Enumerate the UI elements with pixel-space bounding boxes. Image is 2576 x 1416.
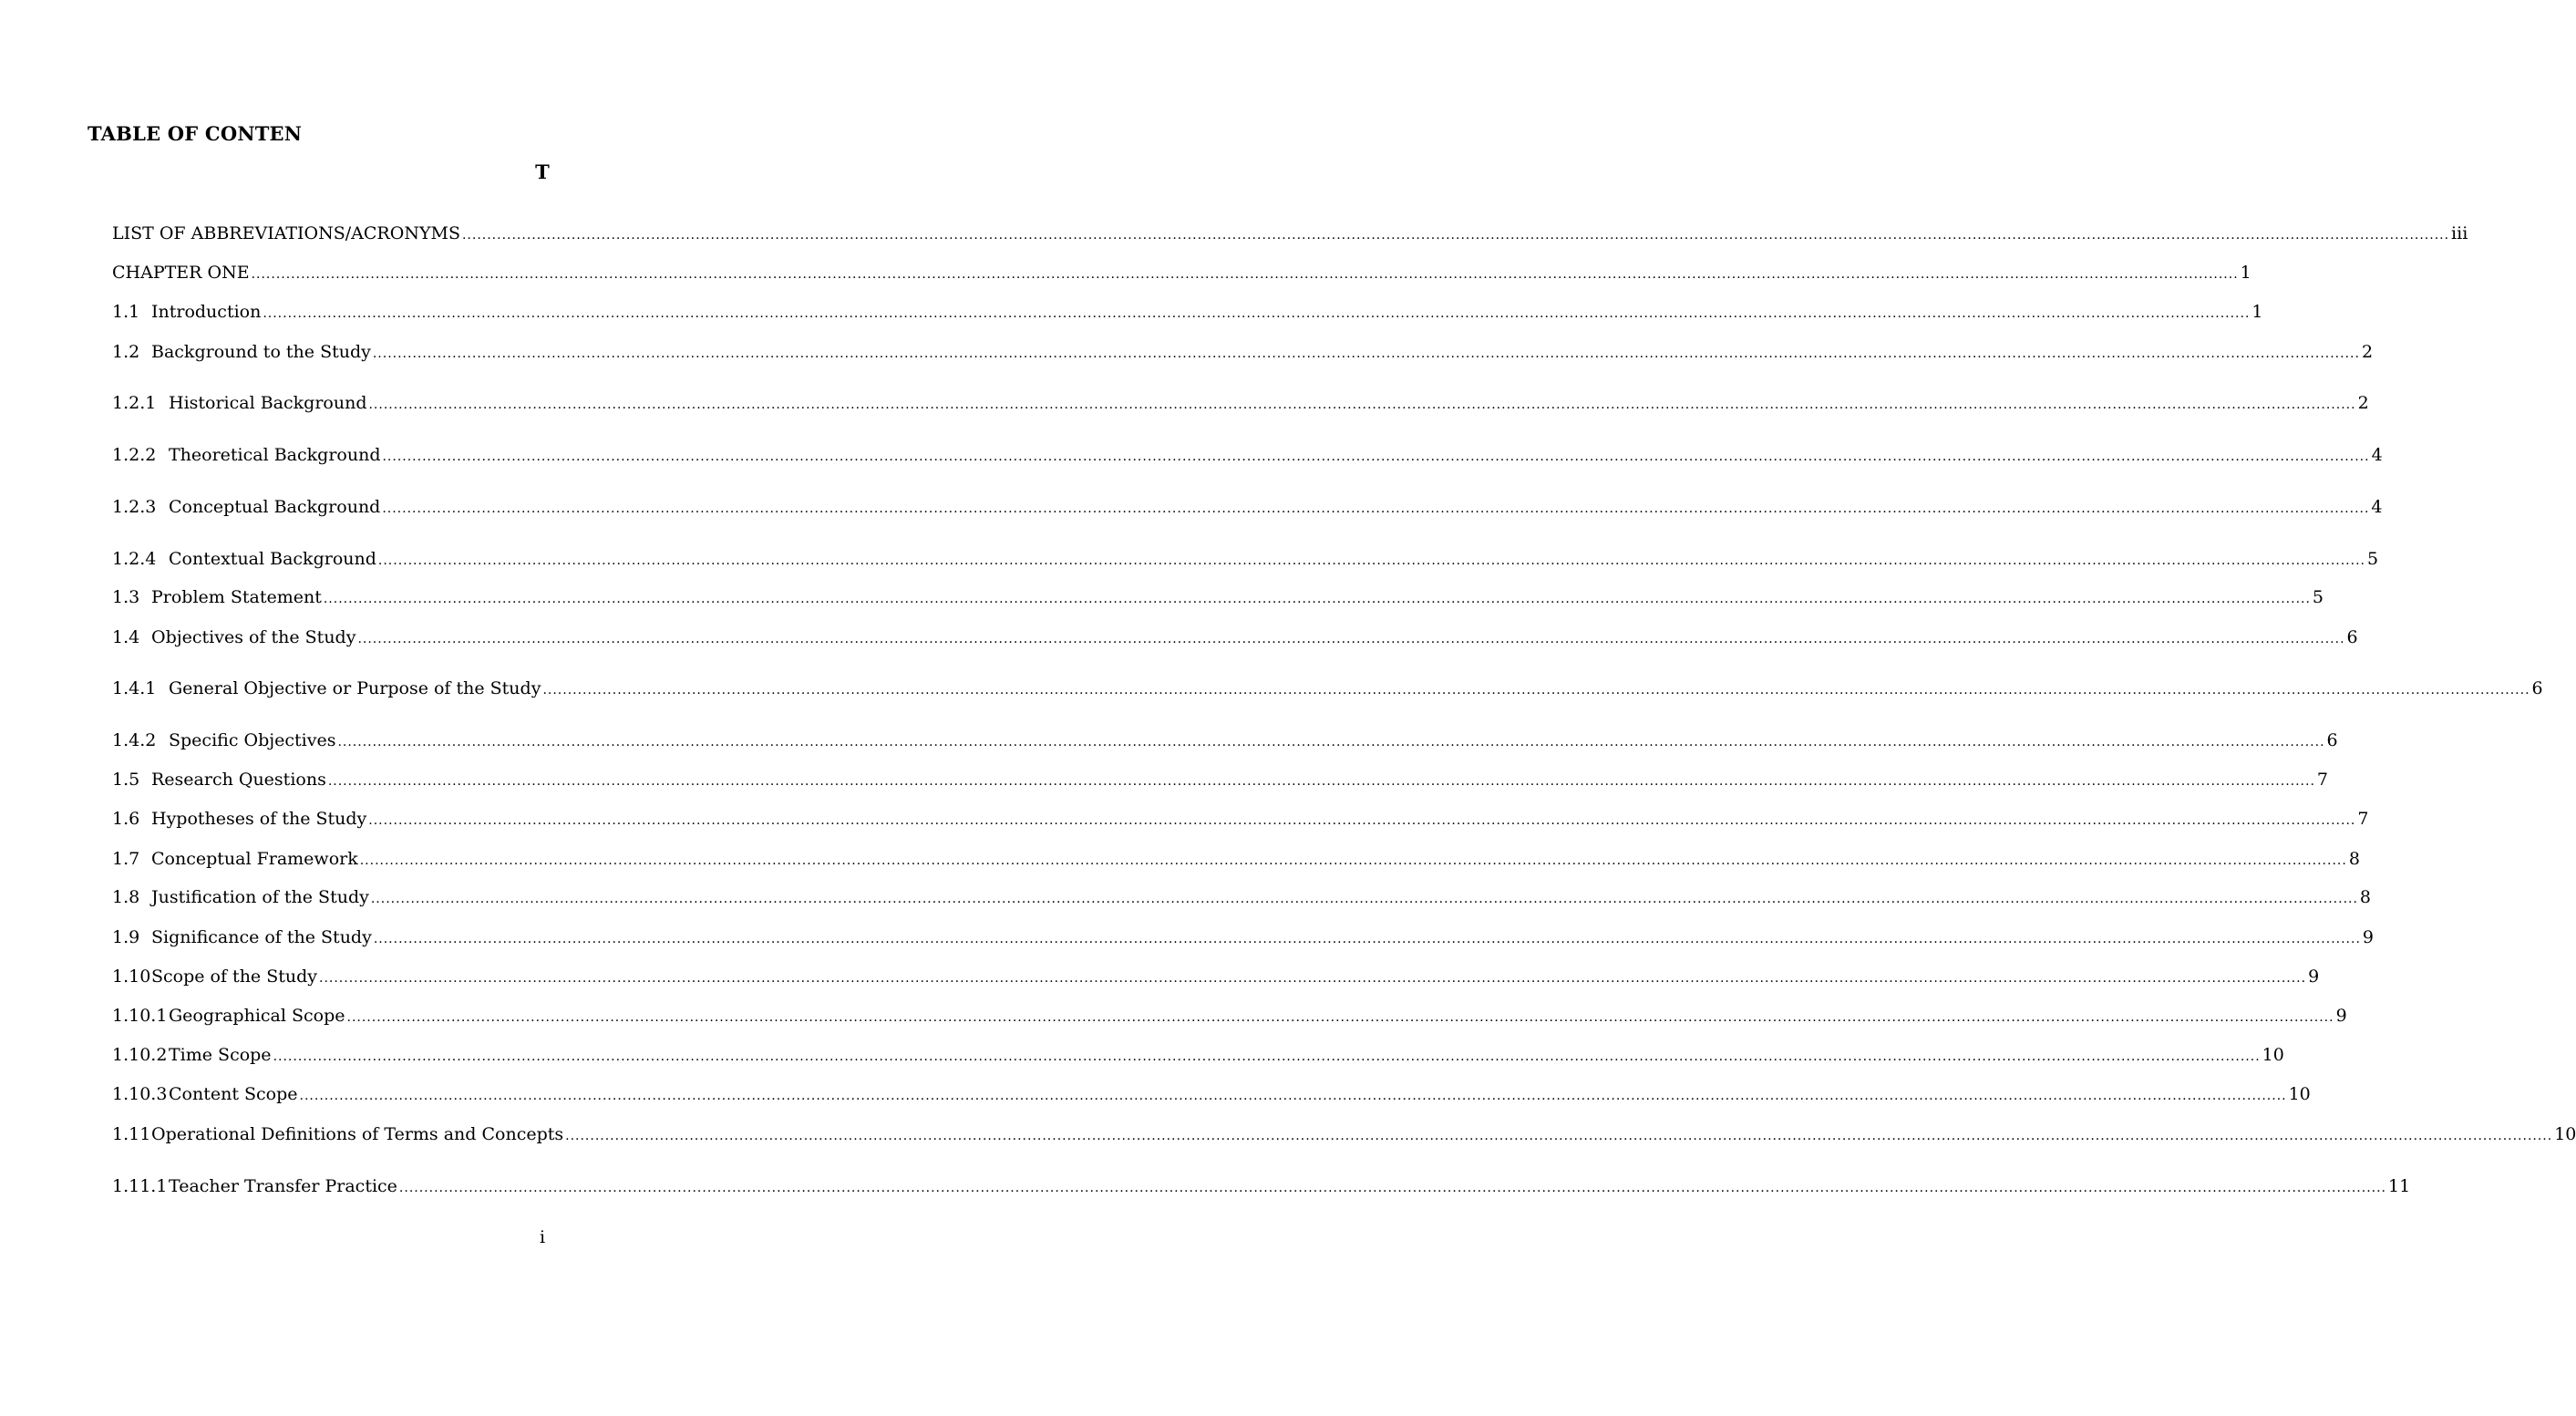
toc-entry[interactable]: [112, 1123, 2576, 1147]
toc-entry-label: Justification of the Study: [151, 887, 369, 907]
toc-entry-label: Theoretical Background: [169, 445, 381, 465]
toc-entry-page: 6: [2326, 730, 2338, 750]
toc-entry[interactable]: [112, 626, 2358, 650]
toc-entry-number: 1.7: [112, 849, 140, 869]
toc-entry-number: 1.4.1: [112, 678, 157, 698]
toc-entry[interactable]: [112, 222, 2468, 246]
toc-entry-label: Introduction: [151, 302, 262, 322]
toc-entry-number: 1.4: [112, 627, 140, 647]
toc-entry-number: 1.4.2: [112, 730, 157, 750]
toc-entry-page: 2: [2361, 342, 2374, 362]
toc-entry[interactable]: [112, 966, 2320, 989]
toc-entry[interactable]: [112, 886, 2372, 910]
toc-entry-label: Conceptual Framework: [151, 849, 358, 869]
toc-entry-number: 1.3: [112, 587, 140, 607]
toc-entry[interactable]: [112, 729, 2338, 753]
toc-entry-label: Operational Definitions of Terms and Concepts: [151, 1124, 564, 1144]
toc-entry-page: 10: [2262, 1045, 2284, 1065]
toc-entry-number: 1.11: [112, 1124, 151, 1144]
toc-entry-label: Hypotheses of the Study: [151, 809, 367, 829]
toc-entry-number: 1.10.3: [112, 1084, 168, 1104]
toc-entry[interactable]: [112, 341, 2374, 365]
toc-entry[interactable]: [112, 1044, 2284, 1068]
toc-entry-page: 11: [2388, 1176, 2411, 1196]
toc-entry-label: Background to the Study: [151, 342, 371, 362]
toc-entry-label: Contextual Background: [169, 549, 376, 569]
toc-entry[interactable]: [112, 1083, 2311, 1107]
toc-dot-leader: ................................................................................................................................................................................................................................................................................................................................................................................................................: [357, 632, 2345, 646]
toc-dot-leader: ................................................................................................................................................................................................................................................................................................................................................................................................................: [382, 450, 2370, 464]
toc-entry-page: 1: [2240, 263, 2251, 283]
toc-entry[interactable]: [112, 1175, 2411, 1199]
toc-dot-leader: ................................................................................................................................................................................................................................................................................................................................................................................................................: [273, 1049, 2261, 1064]
toc-entry-number: 1.10.1: [112, 1006, 168, 1026]
toc-entry-number: 1.2.1: [112, 393, 157, 413]
toc-entry-page: 7: [2357, 809, 2369, 829]
toc-heading: TABLE OF CONTEN: [88, 122, 303, 145]
toc-entry-page: 5: [2312, 587, 2324, 607]
toc-entry-label: CHAPTER ONE: [112, 263, 250, 283]
toc-entry-page: 4: [2371, 497, 2383, 517]
toc-entry-number: 1.5: [112, 770, 140, 790]
toc-entry-label: Historical Background: [169, 393, 367, 413]
toc-entry-label: Geographical Scope: [169, 1006, 345, 1026]
toc-entry[interactable]: [112, 392, 2369, 416]
toc-dot-leader: ................................................................................................................................................................................................................................................................................................................................................................................................................: [263, 306, 2251, 321]
toc-entry-page: 10: [2288, 1084, 2311, 1104]
toc-dot-leader: ................................................................................................................................................................................................................................................................................................................................................................................................................: [359, 853, 2347, 868]
toc-dot-leader: ................................................................................................................................................................................................................................................................................................................................................................................................................: [398, 1181, 2386, 1195]
toc-entry-page: 6: [2346, 627, 2358, 647]
toc-entry-number: 1.9: [112, 927, 140, 947]
toc-entry-number: 1.2: [112, 342, 140, 362]
toc-entry-label: Objectives of the Study: [151, 627, 356, 647]
toc-entry[interactable]: [112, 848, 2360, 872]
toc-entry-label: Scope of the Study: [151, 966, 317, 987]
toc-dot-leader: ................................................................................................................................................................................................................................................................................................................................................................................................................: [565, 1129, 2553, 1143]
toc-dot-leader: ................................................................................................................................................................................................................................................................................................................................................................................................................: [377, 553, 2365, 568]
toc-entry-number: 1.10: [112, 966, 151, 987]
toc-dot-leader: ................................................................................................................................................................................................................................................................................................................................................................................................................: [382, 501, 2370, 516]
toc-entry-number: 1.2.2: [112, 445, 157, 465]
toc-entry-page: 8: [2359, 887, 2372, 907]
toc-dot-leader: ................................................................................................................................................................................................................................................................................................................................................................................................................: [323, 592, 2311, 606]
toc-dot-leader: ................................................................................................................................................................................................................................................................................................................................................................................................................: [368, 813, 2356, 828]
toc-entry[interactable]: [112, 444, 2383, 468]
toc-entry[interactable]: [112, 301, 2263, 325]
toc-entry-page: 10: [2554, 1124, 2576, 1144]
toc-entry-label: General Objective or Purpose of the Study: [169, 678, 541, 698]
toc-entry[interactable]: [112, 926, 2374, 950]
toc-entry-page: 4: [2371, 445, 2383, 465]
toc-entry-number: 1.6: [112, 809, 140, 829]
toc-entry-label: LIST OF ABBREVIATIONS/ACRONYMS: [112, 223, 460, 243]
toc-dot-leader: ................................................................................................................................................................................................................................................................................................................................................................................................................: [319, 971, 2307, 986]
toc-entry-page: iii: [2451, 223, 2468, 243]
toc-dot-leader: ................................................................................................................................................................................................................................................................................................................................................................................................................: [346, 1010, 2334, 1025]
toc-entry[interactable]: [112, 262, 2251, 285]
toc-heading-overflow: T: [535, 160, 550, 183]
toc-entry-page: 7: [2316, 770, 2328, 790]
toc-entry-page: 9: [2335, 1006, 2347, 1026]
toc-entry-number: 1.11.1: [112, 1176, 168, 1196]
toc-entry[interactable]: [112, 586, 2324, 610]
toc-entry-label: Research Questions: [151, 770, 326, 790]
toc-entry-number: 1.2.4: [112, 549, 157, 569]
toc-entry-page: 9: [2362, 927, 2374, 947]
toc-entry[interactable]: [112, 496, 2383, 520]
toc-entry-number: 1.2.3: [112, 497, 157, 517]
toc-entry[interactable]: [112, 808, 2369, 832]
toc-entry-page: 5: [2366, 549, 2379, 569]
toc-dot-leader: ................................................................................................................................................................................................................................................................................................................................................................................................................: [542, 683, 2530, 698]
toc-entry-number: 1.10.2: [112, 1045, 168, 1065]
toc-dot-leader: ................................................................................................................................................................................................................................................................................................................................................................................................................: [461, 228, 2450, 243]
toc-entry-page: 1: [2251, 302, 2263, 322]
toc-dot-leader: ................................................................................................................................................................................................................................................................................................................................................................................................................: [368, 398, 2356, 412]
toc-entry-number: 1.1: [112, 302, 140, 322]
toc-entry-label: Significance of the Study: [151, 927, 372, 947]
toc-entry-page: 2: [2357, 393, 2369, 413]
toc-dot-leader: ................................................................................................................................................................................................................................................................................................................................................................................................................: [370, 892, 2358, 906]
toc-entry[interactable]: [112, 548, 2379, 572]
toc-entry-label: Content Scope: [169, 1084, 298, 1104]
toc-dot-leader: ................................................................................................................................................................................................................................................................................................................................................................................................................: [327, 774, 2315, 789]
toc-entry-label: Specific Objectives: [169, 730, 336, 750]
toc-dot-leader: ................................................................................................................................................................................................................................................................................................................................................................................................................: [373, 932, 2361, 946]
toc-entry-label: Teacher Transfer Practice: [169, 1176, 397, 1196]
toc-entry-page: 9: [2308, 966, 2320, 987]
toc-entry[interactable]: [112, 769, 2328, 792]
toc-dot-leader: ................................................................................................................................................................................................................................................................................................................................................................................................................: [372, 346, 2360, 361]
toc-entry[interactable]: [112, 677, 2543, 701]
toc-entry[interactable]: [112, 1005, 2347, 1028]
toc-entry-label: Time Scope: [169, 1045, 272, 1065]
page-number: i: [539, 1227, 546, 1247]
toc-dot-leader: ................................................................................................................................................................................................................................................................................................................................................................................................................: [299, 1089, 2287, 1103]
toc-entry-number: 1.8: [112, 887, 140, 907]
toc-dot-leader: ................................................................................................................................................................................................................................................................................................................................................................................................................: [337, 735, 2325, 749]
toc-entry-page: 8: [2348, 849, 2360, 869]
toc-entry-page: 6: [2531, 678, 2543, 698]
toc-entry-label: Problem Statement: [151, 587, 322, 607]
toc-entry-label: Conceptual Background: [169, 497, 381, 517]
toc-dot-leader: ................................................................................................................................................................................................................................................................................................................................................................................................................: [251, 267, 2239, 282]
